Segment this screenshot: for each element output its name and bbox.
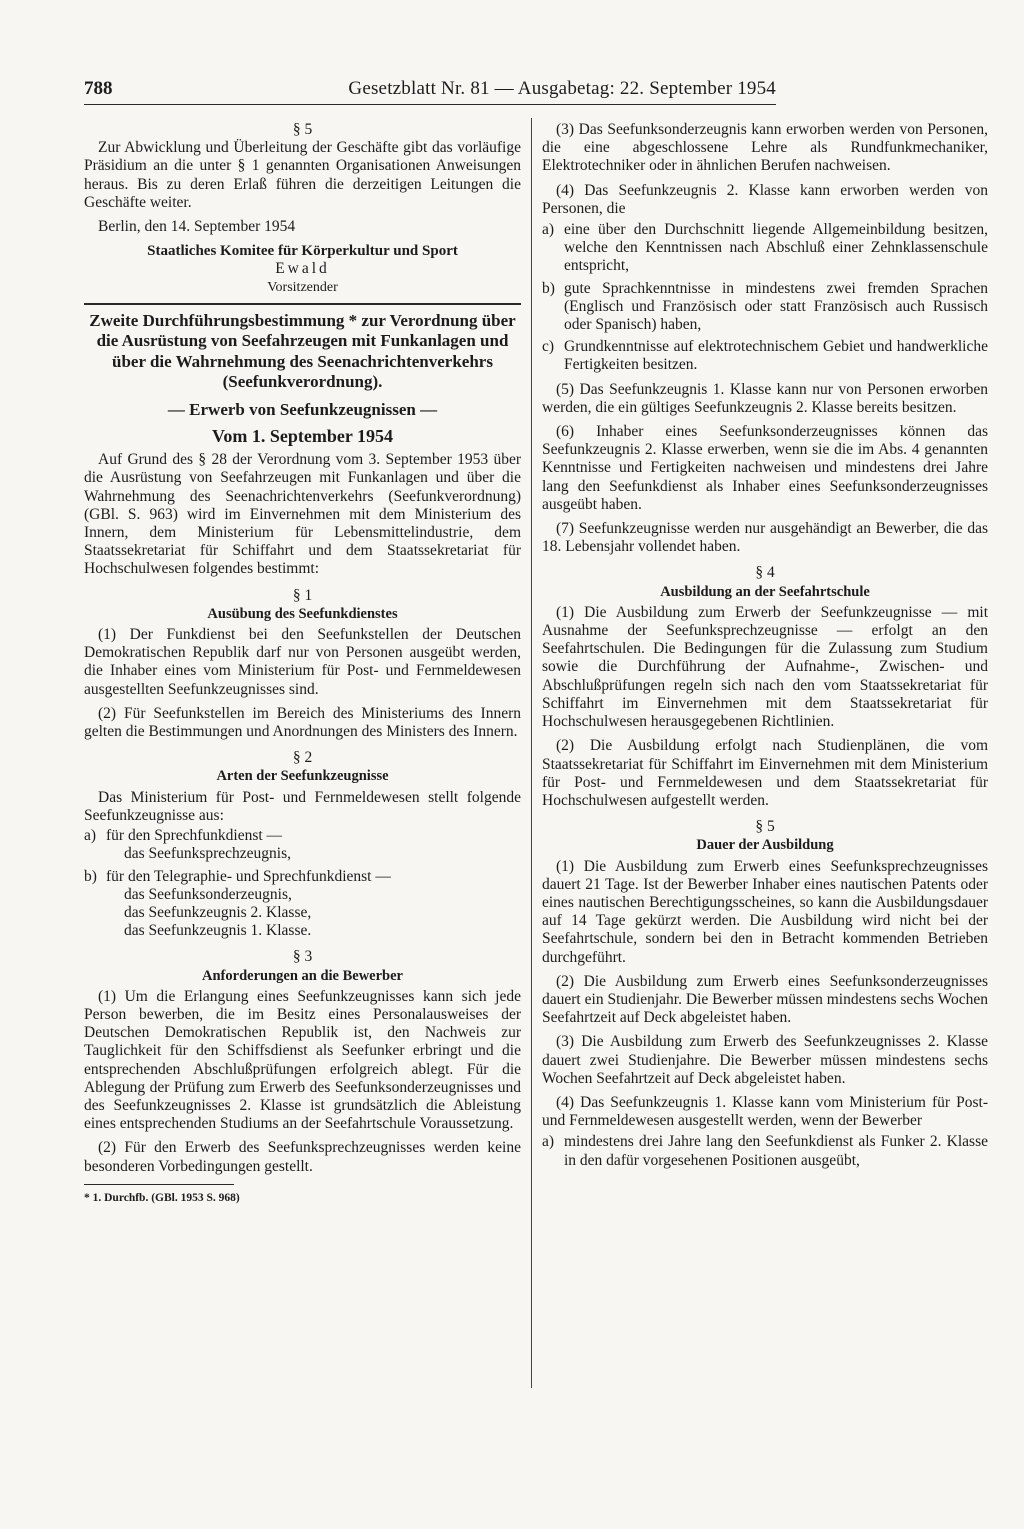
signer-role: Vorsitzender bbox=[267, 279, 338, 295]
paragraph: (3) Das Seefunksonderzeugnis kann erworben werden von Personen, die eine abgeschlossene Lehre als Rundfunkmechaniker, Elektrotechniker oder in ähnlichen Berufen nachweisen. bbox=[542, 121, 988, 175]
list-sub-item: das Seefunkzeugnis 1. Klasse. bbox=[124, 922, 312, 940]
paragraph: (7) Seefunkzeugnisse werden nur ausgehändigt an Bewerber, die das 18. Lebensjahr vollendet haben. bbox=[542, 520, 988, 556]
list-marker: b) bbox=[542, 279, 555, 297]
list-marker: a) bbox=[84, 827, 97, 845]
section-heading: § 5 bbox=[755, 818, 775, 836]
list-text: für den Telegraphie- und Sprechfunkdienst — bbox=[106, 867, 391, 885]
list-item bbox=[84, 868, 521, 886]
section-heading: § 5 bbox=[292, 121, 313, 138]
list-item bbox=[542, 280, 988, 335]
section-rule bbox=[84, 303, 521, 305]
list-marker: a) bbox=[542, 1133, 555, 1151]
paragraph: (2) Die Ausbildung erfolgt nach Studienplänen, die vom Staatssekretariat für Schiffahrt im Einvernehmen mit dem Ministerium für Post- und Fernmeldewesen und dem Staatssekretariat für Hochschulwesen aufgestellt werden. bbox=[542, 737, 988, 809]
list-text: eine über den Durchschnitt liegende Allgemeinbildung besitzen, welche den Kenntnissen nach Abschluß einer Zehnklassenschule entspricht, bbox=[564, 221, 988, 275]
section-title: Ausbildung an der Seefahrtschule bbox=[660, 583, 870, 600]
paragraph: (4) Das Seefunkzeugnis 2. Klasse kann erworben werden von Personen, die bbox=[542, 181, 988, 217]
issuing-authority: Staatliches Komitee für Körperkultur und Sport bbox=[147, 243, 458, 260]
left-column bbox=[84, 121, 521, 1207]
list-text: für den Sprechfunkdienst — bbox=[106, 827, 283, 845]
paragraph: (5) Das Seefunkzeugnis 1. Klasse kann nur von Personen erworben werden, die ein gültiges Seefunkzeugnis 2. Klasse bereits besitzen. bbox=[542, 380, 988, 416]
footnote: * 1. Durchfb. (GBl. 1953 S. 968) bbox=[84, 1191, 240, 1204]
section-heading: § 4 bbox=[755, 564, 775, 582]
signer-name: Ewald bbox=[275, 260, 330, 278]
list-text: mindestens drei Jahre lang den Seefunkdienst als Funker 2. Klasse in den dafür vorgesehenen Positionen ausgeübt, bbox=[564, 1133, 988, 1169]
list-sub-item: das Seefunksprechzeugnis, bbox=[124, 845, 292, 863]
list-sub-item: das Seefunkzeugnis 2. Klasse, bbox=[124, 903, 312, 921]
gazette-header-title: Gesetzblatt Nr. 81 — Ausgabetag: 22. September 1954 bbox=[348, 78, 776, 99]
paragraph: (6) Inhaber eines Seefunksonderzeugnisses können das Seefunkzeugnis 2. Klasse erwerben, wenn sie die im Abs. 4 genannten Kenntnisse und Fertigkeiten nachweisen und mindestens drei Jahre lang den Seefunkdienst als Inhaber eines Seefunksonderzeugnisses ausgeübt haben. bbox=[542, 423, 988, 513]
column-divider bbox=[531, 118, 532, 1388]
paragraph: (2) Für den Erwerb des Seefunksprechzeugnisses werden keine besonderen Vorbedingungen gestellt. bbox=[84, 1139, 521, 1175]
page-header bbox=[84, 78, 776, 105]
preamble: Auf Grund des § 28 der Verordnung vom 3. September 1953 über die Ausrüstung von Seefahrzeugen mit Funkanlagen und über die Wahrnehmung des Seenachrichtenverkehrs (Seefunkverordnung) (GBl. S. 963) wird im Einvernehmen mit dem Ministerium des Innern, dem Ministerium für Lebensmittelindustrie, dem Staatssekretariat für Schiffahrt und dem Staatssekretariat für Hochschulwesen folgendes bestimmt: bbox=[84, 451, 521, 578]
footnote-rule bbox=[84, 1184, 234, 1185]
paragraph: Das Ministerium für Post- und Fernmeldewesen stellt folgende Seefunkzeugnisse aus: bbox=[84, 788, 521, 824]
section-title: Anforderungen an die Bewerber bbox=[202, 967, 403, 984]
list-text: gute Sprachkenntnisse in mindestens zwei fremden Sprachen (Englisch und Französisch oder statt Französisch auch Russisch oder Spanisch) haben, bbox=[564, 279, 988, 334]
list-marker: a) bbox=[542, 221, 555, 239]
page-number: 788 bbox=[84, 78, 113, 99]
paragraph: (4) Das Seefunkzeugnis 1. Klasse kann vom Ministerium für Post- und Fernmeldewesen ausgestellt werden, wenn der Bewerber bbox=[542, 1093, 988, 1130]
decree-title: Zweite Durchführungsbestimmung * zur Verordnung über die Ausrüstung von Seefahrzeugen mit Funkanlagen und über die Wahrnehmung des Seenachrichtenverkehrs (Seefunkverordnung). bbox=[89, 310, 516, 392]
list-item bbox=[84, 827, 521, 845]
paragraph: Zur Abwicklung und Überleitung der Geschäfte gibt das vorläufige Präsidium an die unter § 1 genannten Organisationen Anweisungen heraus. Bis zu deren Erlaß führen die derzeitigen Leitungen die Geschäfte weiter. bbox=[84, 139, 521, 211]
paragraph: (1) Die Ausbildung zum Erwerb eines Seefunksprechzeugnisses dauert 21 Tage. Ist der Bewerber Inhaber eines nautischen Patents oder eines nautischen Berechtigungsscheines, so kann die Ausbildungsdauer auf 14 Tage gekürzt werden. Die Ausbildung wird nicht bei der Seefahrtschule, sondern bei den in Betracht kommenden Betrieben durchgeführt. bbox=[542, 857, 988, 966]
section-title: Ausübung des Seefunkdienstes bbox=[207, 605, 398, 622]
section-heading: § 3 bbox=[292, 948, 313, 966]
paragraph: (3) Die Ausbildung zum Erwerb des Seefunkzeugnisses 2. Klasse dauert zwei Studienjahre. Die Bewerber müssen mindestens sechs Wochen Seefahrtzeit auf Deck abgeleistet haben. bbox=[542, 1033, 988, 1087]
list-sub-items bbox=[84, 886, 521, 941]
list-sub-item: das Seefunksonderzeugnis, bbox=[124, 885, 292, 903]
section-title: Dauer der Ausbildung bbox=[696, 837, 834, 854]
decree-subtitle: — Erwerb von Seefunkzeugnissen — bbox=[167, 399, 438, 419]
list-item bbox=[542, 338, 988, 374]
decree-date: Vom 1. September 1954 bbox=[212, 426, 393, 447]
place-date: Berlin, den 14. September 1954 bbox=[98, 218, 296, 236]
list-sub-items bbox=[84, 845, 521, 863]
list-marker: c) bbox=[542, 338, 555, 356]
list-item bbox=[542, 221, 988, 276]
list-item bbox=[542, 1133, 988, 1169]
list-text: Grundkenntnisse auf elektrotechnischem Gebiet und handwerkliche Fertigkeiten besitzen. bbox=[564, 338, 988, 374]
section-heading: § 2 bbox=[292, 749, 313, 767]
list-marker: b) bbox=[84, 867, 97, 885]
paragraph: (1) Um die Erlangung eines Seefunkzeugnisses kann sich jede Person bewerben, die im Besitz eines Personalausweises der Deutschen Demokratischen Republik ist, den Nachweis zur Tauglichkeit für den Schiffsdienst als Seefunker erbringt und die entsprechenden Abschlußprüfungen erfolgreich ablegt. Für die Ablegung der Prüfung zum Erwerb des Seefunksonderzeugnisses und des Seefunkzeugnisses 2. Klasse ist grundsätzlich die Ableistung eines entsprechenden Studiums an der Seefahrtschule Voraussetzung. bbox=[84, 987, 521, 1133]
section-heading: § 1 bbox=[292, 586, 313, 604]
paragraph: (2) Die Ausbildung zum Erwerb eines Seefunksonderzeugnisses dauert ein Studienjahr. Die Bewerber müssen mindestens sechs Wochen Seefahrtzeit auf Deck abgeleistet haben. bbox=[542, 972, 988, 1027]
paragraph: (2) Für Seefunkstellen im Bereich des Ministeriums des Innern gelten die Bestimmungen und Anordnungen des Ministers des Innern. bbox=[84, 704, 521, 741]
paragraph: (1) Der Funkdienst bei den Seefunkstellen der Deutschen Demokratischen Republik darf nur von Personen ausgeübt werden, die Inhaber eines vom Ministerium für Post- und Fernmeldewesen ausgestellten Seefunkzeugnisses sind. bbox=[84, 626, 521, 698]
paragraph: (1) Die Ausbildung zum Erwerb der Seefunkzeugnisse — mit Ausnahme der Seefunksprechzeugnisse — erfolgt an den Seefahrtschulen. Die Bedingungen für die Zulassung zum Studium sowie die Durchführung der Aufnahme-, Zwischen- und Abschlußprüfungen regeln sich nach den vom Staatssekretariat für Schiffahrt im Einvernehmen mit dem Staatssekretariat für Hochschulwesen herausgegebenen Richtlinien. bbox=[542, 603, 988, 731]
right-column bbox=[542, 121, 988, 1174]
section-title: Arten der Seefunkzeugnisse bbox=[216, 768, 389, 785]
